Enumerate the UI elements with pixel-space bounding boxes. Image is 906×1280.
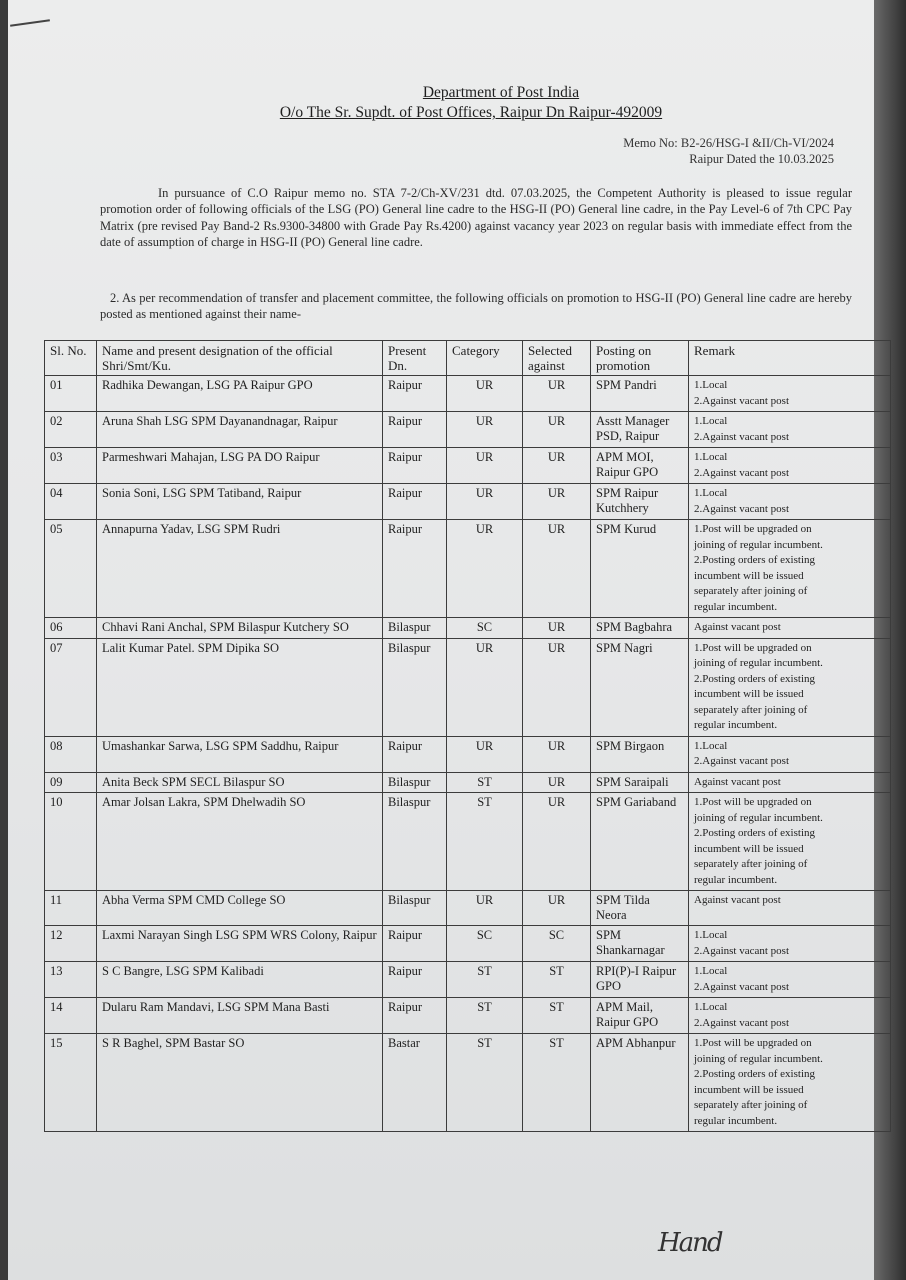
- cell-remark: [689, 793, 891, 891]
- cell-dn: Raipur: [383, 412, 447, 448]
- remark-line: regular incumbent.: [694, 873, 778, 886]
- cell-remark: [689, 412, 891, 448]
- cell-sel: UR: [523, 376, 591, 412]
- remark-line: 1.Local: [694, 379, 728, 391]
- cell-post: APM MOI, Raipur GPO: [591, 448, 689, 484]
- cell-sl: 08: [45, 736, 97, 772]
- cell-sel: ST: [523, 998, 591, 1034]
- remark-line: incumbent will be issued: [694, 569, 804, 582]
- header-remark: Remark: [689, 341, 891, 376]
- cell-dn: Bastar: [383, 1034, 447, 1132]
- cell-sel: ST: [523, 962, 591, 998]
- cell-remark: [689, 891, 891, 926]
- header-selected: Selected against: [523, 341, 591, 376]
- cell-sel: UR: [523, 638, 591, 736]
- remark-line: 2.Posting orders of existing: [694, 827, 815, 839]
- remark-line: 1.Local: [694, 451, 728, 463]
- cell-sel: UR: [523, 772, 591, 793]
- cell-sl: 07: [45, 638, 97, 736]
- remark-line: 2.Posting orders of existing: [694, 1068, 815, 1080]
- cell-dn: Bilaspur: [383, 618, 447, 639]
- table-row: [45, 736, 891, 772]
- cell-sl: 04: [45, 484, 97, 520]
- memo-date: Raipur Dated the 10.03.2025: [689, 152, 834, 166]
- table-row: [45, 412, 891, 448]
- cell-name: Amar Jolsan Lakra, SPM Dhelwadih SO: [97, 793, 383, 891]
- cell-remark: [689, 736, 891, 772]
- cell-remark: [689, 962, 891, 998]
- table-row: [45, 772, 891, 793]
- cell-dn: Raipur: [383, 520, 447, 618]
- cell-remark: [689, 520, 891, 618]
- signature: Hand: [658, 1228, 722, 1258]
- remark-line: incumbent will be issued: [694, 842, 804, 855]
- cell-name: Sonia Soni, LSG SPM Tatiband, Raipur: [97, 484, 383, 520]
- header-dn: Present Dn.: [383, 341, 447, 376]
- cell-cat: UR: [447, 448, 523, 484]
- cell-sel: SC: [523, 926, 591, 962]
- remark-line: incumbent will be issued: [694, 688, 804, 700]
- cell-sl: 10: [45, 793, 97, 891]
- cell-remark: [689, 998, 891, 1034]
- remark-line: 2.Against vacant post: [694, 466, 790, 479]
- table-row: [45, 484, 891, 520]
- cell-name: Umashankar Sarwa, LSG SPM Saddhu, Raipur: [97, 736, 383, 772]
- remark-line: regular incumbent.: [694, 600, 778, 613]
- table-row: [45, 926, 891, 962]
- cell-sel: UR: [523, 484, 591, 520]
- cell-post: SPM Nagri: [591, 638, 689, 736]
- cell-name: Abha Verma SPM CMD College SO: [97, 891, 383, 926]
- cell-dn: Raipur: [383, 926, 447, 962]
- remark-line: 1.Local: [694, 415, 728, 427]
- remark-line: 2.Against vacant post: [694, 502, 790, 515]
- remark-line: 2.Against vacant post: [694, 1016, 790, 1029]
- office-title: O/o The Sr. Supdt. of Post Offices, Raipur Dn Raipur-492009: [279, 104, 663, 121]
- remark-line: separately after joining of: [694, 703, 808, 716]
- paragraph-2: 2. As per recommendation of transfer and placement committee, the following officials on promotion to HSG-II (PO) General line cadre are hereby posted as mentioned against their name-: [100, 291, 852, 322]
- remark-line: regular incumbent.: [694, 719, 778, 731]
- table-row: [45, 962, 891, 998]
- cell-sel: ST: [523, 1034, 591, 1132]
- cell-sl: 13: [45, 962, 97, 998]
- cell-sl: 05: [45, 520, 97, 618]
- cell-name: Chhavi Rani Anchal, SPM Bilaspur Kutchery SO: [97, 618, 383, 639]
- cell-post: SPM Tilda Neora: [591, 891, 689, 926]
- remark-line: 1.Local: [694, 965, 728, 977]
- department-title: Department of Post India: [422, 84, 580, 101]
- cell-sl: 12: [45, 926, 97, 962]
- cell-name: Parmeshwari Mahajan, LSG PA DO Raipur: [97, 448, 383, 484]
- cell-post: RPI(P)-I Raipur GPO: [591, 962, 689, 998]
- table-row: [45, 376, 891, 412]
- remark-line: 1.Post will be upgraded on: [694, 641, 812, 654]
- remark-line: incumbent will be issued: [694, 1083, 804, 1096]
- cell-post: SPM Gariaband: [591, 793, 689, 891]
- cell-name: Aruna Shah LSG SPM Dayanandnagar, Raipur: [97, 412, 383, 448]
- table-row: [45, 891, 891, 926]
- paragraph-1: In pursuance of C.O Raipur memo no. STA 7-2/Ch-XV/231 dtd. 07.03.2025, the Competent Authority is pleased to issue regular promotion order of following officials of the LSG (PO) General line cadre to the HSG-II (PO) General line cadre, in the Pay Level-6 of 7th CPC Pay Matrix (pre revised Pay Band-2 Rs.9300-34800 with Grade Pay Rs.4200) against vacancy year 2023 on regular basis with immediate effect from the date of assumption of charge in HSG-II (PO) General line cadre.: [100, 186, 852, 250]
- cell-name: Lalit Kumar Patel. SPM Dipika SO: [97, 638, 383, 736]
- header-sl: Sl. No.: [45, 341, 97, 376]
- cell-dn: Bilaspur: [383, 891, 447, 926]
- cell-cat: UR: [447, 736, 523, 772]
- table-row: [45, 998, 891, 1034]
- remark-line: joining of regular incumbent.: [694, 1052, 823, 1065]
- cell-remark: [689, 638, 891, 736]
- cell-remark: [689, 772, 891, 793]
- cell-cat: ST: [447, 998, 523, 1034]
- cell-post: APM Mail, Raipur GPO: [591, 998, 689, 1034]
- cell-dn: Bilaspur: [383, 793, 447, 891]
- cell-sel: UR: [523, 618, 591, 639]
- cell-post: SPM Birgaon: [591, 736, 689, 772]
- table-row: [45, 638, 891, 736]
- cell-post: SPM Saraipali: [591, 772, 689, 793]
- header-name: Name and present designation of the official Shri/Smt/Ku.: [97, 341, 383, 376]
- cell-sel: UR: [523, 891, 591, 926]
- cell-sl: 02: [45, 412, 97, 448]
- table-row: [45, 520, 891, 618]
- remark-line: Against vacant post: [694, 894, 781, 906]
- remark-line: 2.Against vacant post: [694, 980, 790, 993]
- cell-cat: ST: [447, 1034, 523, 1132]
- cell-cat: ST: [447, 772, 523, 793]
- cell-post: SPM Kurud: [591, 520, 689, 618]
- cell-sel: UR: [523, 448, 591, 484]
- cell-dn: Raipur: [383, 484, 447, 520]
- cell-cat: ST: [447, 793, 523, 891]
- cell-sel: UR: [523, 736, 591, 772]
- remark-line: 1.Post will be upgraded on: [694, 523, 812, 535]
- remark-line: joining of regular incumbent.: [694, 538, 823, 551]
- remark-line: separately after joining of: [694, 1099, 808, 1111]
- posting-table: [44, 340, 891, 1132]
- remark-line: separately after joining of: [694, 858, 808, 870]
- cell-dn: Raipur: [383, 376, 447, 412]
- cell-cat: UR: [447, 891, 523, 926]
- remark-line: regular incumbent.: [694, 1114, 778, 1127]
- header-posting: Posting on promotion: [591, 341, 689, 376]
- memo-number: Memo No: B2-26/HSG-I &II/Ch-VI/2024: [623, 136, 834, 150]
- cell-remark: [689, 1034, 891, 1132]
- cell-dn: Raipur: [383, 962, 447, 998]
- remark-line: 2.Against vacant post: [694, 394, 790, 407]
- cell-cat: UR: [447, 638, 523, 736]
- cell-dn: Raipur: [383, 736, 447, 772]
- remark-line: 1.Post will be upgraded on: [694, 796, 812, 808]
- cell-cat: UR: [447, 484, 523, 520]
- cell-post: Asstt Manager PSD, Raipur: [591, 412, 689, 448]
- cell-name: S C Bangre, LSG SPM Kalibadi: [97, 962, 383, 998]
- cell-remark: [689, 484, 891, 520]
- table-row: [45, 448, 891, 484]
- table-row: [45, 618, 891, 639]
- header-category: Category: [447, 341, 523, 376]
- cell-name: Dularu Ram Mandavi, LSG SPM Mana Basti: [97, 998, 383, 1034]
- cell-cat: SC: [447, 618, 523, 639]
- cell-sl: 03: [45, 448, 97, 484]
- cell-name: Anita Beck SPM SECL Bilaspur SO: [97, 772, 383, 793]
- cell-remark: [689, 618, 891, 639]
- remark-line: 2.Against vacant post: [694, 755, 790, 767]
- cell-sel: UR: [523, 520, 591, 618]
- table-row: [45, 793, 891, 891]
- cell-cat: UR: [447, 412, 523, 448]
- table-header-row: [45, 341, 891, 376]
- cell-remark: [689, 926, 891, 962]
- cell-sel: UR: [523, 412, 591, 448]
- cell-sl: 06: [45, 618, 97, 639]
- remark-line: joining of regular incumbent.: [694, 657, 823, 669]
- remark-line: 2.Against vacant post: [694, 430, 790, 443]
- cell-sl: 15: [45, 1034, 97, 1132]
- cell-remark: [689, 448, 891, 484]
- pen-mark: [10, 19, 50, 27]
- remark-line: 1.Local: [694, 1001, 728, 1013]
- cell-dn: Bilaspur: [383, 772, 447, 793]
- cell-cat: UR: [447, 520, 523, 618]
- cell-post: SPM Pandri: [591, 376, 689, 412]
- remark-line: 1.Local: [694, 487, 728, 499]
- cell-sl: 11: [45, 891, 97, 926]
- cell-dn: Raipur: [383, 448, 447, 484]
- cell-post: APM Abhanpur: [591, 1034, 689, 1132]
- cell-post: SPM Raipur Kutchhery: [591, 484, 689, 520]
- cell-cat: ST: [447, 962, 523, 998]
- remark-line: 2.Posting orders of existing: [694, 672, 815, 685]
- remark-line: separately after joining of: [694, 585, 808, 597]
- cell-cat: UR: [447, 376, 523, 412]
- remark-line: 1.Local: [694, 739, 728, 752]
- cell-name: Annapurna Yadav, LSG SPM Rudri: [97, 520, 383, 618]
- cell-sel: UR: [523, 793, 591, 891]
- remark-line: 1.Post will be upgraded on: [694, 1037, 812, 1049]
- table-row: [45, 1034, 891, 1132]
- cell-sl: 01: [45, 376, 97, 412]
- cell-name: Radhika Dewangan, LSG PA Raipur GPO: [97, 376, 383, 412]
- remark-line: Against vacant post: [694, 775, 781, 788]
- cell-remark: [689, 376, 891, 412]
- cell-post: SPM Shankarnagar: [591, 926, 689, 962]
- remark-line: Against vacant post: [694, 621, 781, 633]
- remark-line: joining of regular incumbent.: [694, 811, 823, 824]
- cell-cat: SC: [447, 926, 523, 962]
- cell-sl: 09: [45, 772, 97, 793]
- remark-line: 2.Posting orders of existing: [694, 554, 815, 566]
- cell-name: Laxmi Narayan Singh LSG SPM WRS Colony, Raipur: [97, 926, 383, 962]
- cell-post: SPM Bagbahra: [591, 618, 689, 639]
- cell-name: S R Baghel, SPM Bastar SO: [97, 1034, 383, 1132]
- remark-line: 2.Against vacant post: [694, 944, 790, 957]
- remark-line: 1.Local: [694, 929, 728, 941]
- cell-sl: 14: [45, 998, 97, 1034]
- cell-dn: Bilaspur: [383, 638, 447, 736]
- cell-dn: Raipur: [383, 998, 447, 1034]
